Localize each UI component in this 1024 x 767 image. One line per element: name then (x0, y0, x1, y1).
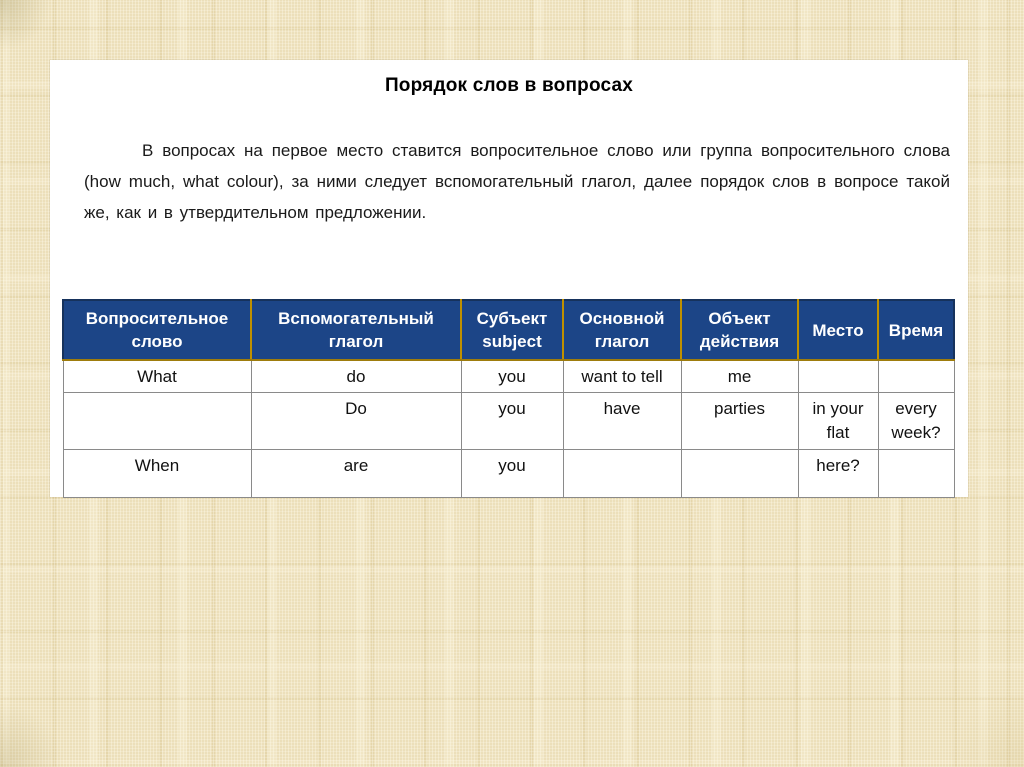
table-cell (63, 393, 251, 450)
table-cell: When (63, 450, 251, 498)
table-row (63, 360, 954, 393)
table-cell: want to tell (563, 360, 681, 393)
intro-paragraph: В вопросах на первое место ставится вопросительное слово или группа вопросительного слова (how much, what colour), за ними следует вспомогательный глагол, далее порядок слов в вопросе такой же, как и в утвердительном предложении. (84, 141, 950, 222)
table-cell (798, 360, 878, 393)
table-header-row (63, 300, 954, 360)
table-cell: me (681, 360, 798, 393)
header-time: Время (878, 300, 954, 360)
header-question-word: Вопросительное слово (63, 300, 251, 360)
table-cell: are (251, 450, 461, 498)
table-cell (563, 450, 681, 498)
table-cell: Do (251, 393, 461, 450)
header-object: Объект действия (681, 300, 798, 360)
table-cell: parties (681, 393, 798, 450)
slide-title: Порядок слов в вопросах (384, 75, 634, 96)
table-cell: here? (798, 450, 878, 498)
table-cell: What (63, 360, 251, 393)
table-cell: you (461, 360, 563, 393)
table-row (63, 393, 954, 450)
header-place: Место (798, 300, 878, 360)
table-row (63, 450, 954, 498)
table-cell: have (563, 393, 681, 450)
table-cell (681, 450, 798, 498)
header-subject: Субъект subject (461, 300, 563, 360)
table-cell (878, 450, 954, 498)
table-cell: you (461, 393, 563, 450)
table-cell: you (461, 450, 563, 498)
table-cell (878, 360, 954, 393)
header-auxiliary-verb: Вспомогательный глагол (251, 300, 461, 360)
word-order-table (62, 299, 955, 498)
header-main-verb: Основной глагол (563, 300, 681, 360)
table-cell: in your flat (798, 393, 878, 450)
table-cell: do (251, 360, 461, 393)
content-card (50, 60, 968, 497)
table-cell: every week? (878, 393, 954, 450)
